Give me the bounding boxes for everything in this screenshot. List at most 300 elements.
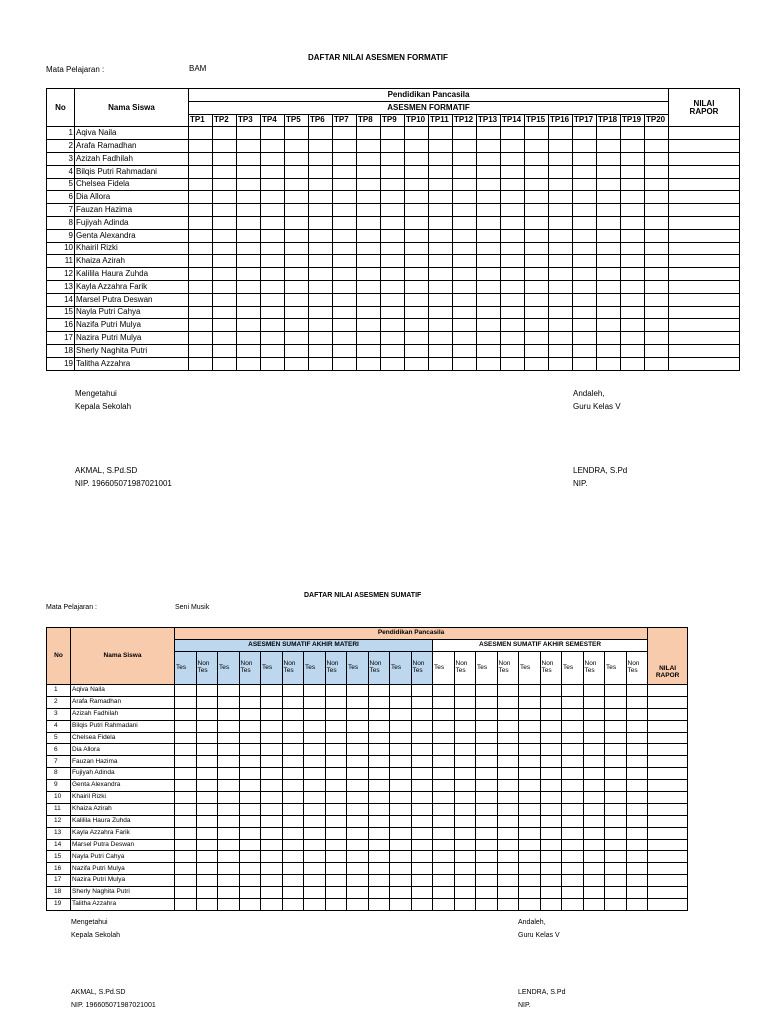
score-cell[interactable] [645,344,669,357]
score-cell[interactable] [218,803,240,815]
score-cell[interactable] [357,268,381,281]
score-cell[interactable] [189,357,213,370]
score-cell[interactable] [583,887,605,899]
score-cell[interactable] [597,140,621,153]
score-cell[interactable] [213,242,237,255]
score-cell[interactable] [454,803,476,815]
score-cell[interactable] [519,887,541,899]
score-cell[interactable] [669,293,740,306]
score-cell[interactable] [497,899,519,911]
score-cell[interactable] [285,357,309,370]
score-cell[interactable] [453,152,477,165]
score-cell[interactable] [583,792,605,804]
score-cell[interactable] [477,344,501,357]
score-cell[interactable] [261,815,283,827]
score-cell[interactable] [304,732,326,744]
score-cell[interactable] [285,127,309,140]
score-cell[interactable] [304,780,326,792]
score-cell[interactable] [309,255,333,268]
score-cell[interactable] [573,242,597,255]
score-cell[interactable] [368,720,390,732]
score-cell[interactable] [218,899,240,911]
score-cell[interactable] [453,319,477,332]
score-cell[interactable] [390,863,412,875]
score-cell[interactable] [368,685,390,697]
score-cell[interactable] [648,732,688,744]
score-cell[interactable] [626,780,648,792]
score-cell[interactable] [347,732,369,744]
score-cell[interactable] [549,152,573,165]
score-cell[interactable] [645,140,669,153]
score-cell[interactable] [648,696,688,708]
score-cell[interactable] [648,875,688,887]
score-cell[interactable] [285,165,309,178]
score-cell[interactable] [562,815,584,827]
score-cell[interactable] [573,344,597,357]
score-cell[interactable] [405,152,429,165]
score-cell[interactable] [304,768,326,780]
score-cell[interactable] [476,708,498,720]
score-cell[interactable] [237,332,261,345]
score-cell[interactable] [390,685,412,697]
score-cell[interactable] [477,229,501,242]
score-cell[interactable] [325,792,347,804]
score-cell[interactable] [381,319,405,332]
score-cell[interactable] [285,255,309,268]
score-cell[interactable] [357,152,381,165]
score-cell[interactable] [454,899,476,911]
score-cell[interactable] [282,792,304,804]
score-cell[interactable] [333,344,357,357]
score-cell[interactable] [325,851,347,863]
score-cell[interactable] [626,827,648,839]
score-cell[interactable] [282,827,304,839]
score-cell[interactable] [645,332,669,345]
score-cell[interactable] [357,306,381,319]
score-cell[interactable] [501,204,525,217]
score-cell[interactable] [562,768,584,780]
score-cell[interactable] [477,242,501,255]
score-cell[interactable] [368,696,390,708]
score-cell[interactable] [390,875,412,887]
score-cell[interactable] [357,332,381,345]
score-cell[interactable] [501,127,525,140]
score-cell[interactable] [605,851,627,863]
score-cell[interactable] [429,191,453,204]
score-cell[interactable] [549,319,573,332]
score-cell[interactable] [213,357,237,370]
score-cell[interactable] [405,242,429,255]
score-cell[interactable] [196,720,218,732]
score-cell[interactable] [501,280,525,293]
score-cell[interactable] [540,803,562,815]
score-cell[interactable] [621,152,645,165]
score-cell[interactable] [347,827,369,839]
score-cell[interactable] [669,216,740,229]
score-cell[interactable] [621,319,645,332]
score-cell[interactable] [433,887,455,899]
score-cell[interactable] [285,344,309,357]
score-cell[interactable] [540,708,562,720]
score-cell[interactable] [519,685,541,697]
score-cell[interactable] [501,178,525,191]
score-cell[interactable] [648,780,688,792]
score-cell[interactable] [261,332,285,345]
score-cell[interactable] [648,708,688,720]
score-cell[interactable] [237,268,261,281]
score-cell[interactable] [218,732,240,744]
score-cell[interactable] [454,744,476,756]
score-cell[interactable] [573,204,597,217]
score-cell[interactable] [405,216,429,229]
score-cell[interactable] [454,887,476,899]
score-cell[interactable] [282,803,304,815]
score-cell[interactable] [626,875,648,887]
score-cell[interactable] [325,768,347,780]
score-cell[interactable] [175,827,197,839]
score-cell[interactable] [501,306,525,319]
score-cell[interactable] [519,827,541,839]
score-cell[interactable] [411,732,433,744]
score-cell[interactable] [381,280,405,293]
score-cell[interactable] [347,685,369,697]
score-cell[interactable] [261,255,285,268]
score-cell[interactable] [477,216,501,229]
score-cell[interactable] [621,204,645,217]
score-cell[interactable] [429,127,453,140]
score-cell[interactable] [309,178,333,191]
score-cell[interactable] [411,899,433,911]
score-cell[interactable] [648,803,688,815]
score-cell[interactable] [621,293,645,306]
score-cell[interactable] [621,216,645,229]
score-cell[interactable] [368,863,390,875]
score-cell[interactable] [357,293,381,306]
score-cell[interactable] [433,744,455,756]
score-cell[interactable] [333,293,357,306]
score-cell[interactable] [497,792,519,804]
score-cell[interactable] [347,780,369,792]
score-cell[interactable] [648,792,688,804]
score-cell[interactable] [381,357,405,370]
score-cell[interactable] [239,744,261,756]
score-cell[interactable] [309,319,333,332]
score-cell[interactable] [381,306,405,319]
score-cell[interactable] [549,178,573,191]
score-cell[interactable] [648,768,688,780]
score-cell[interactable] [605,815,627,827]
score-cell[interactable] [261,306,285,319]
score-cell[interactable] [411,887,433,899]
score-cell[interactable] [347,839,369,851]
score-cell[interactable] [239,732,261,744]
score-cell[interactable] [196,827,218,839]
score-cell[interactable] [540,875,562,887]
score-cell[interactable] [477,293,501,306]
score-cell[interactable] [626,744,648,756]
score-cell[interactable] [381,127,405,140]
score-cell[interactable] [525,332,549,345]
score-cell[interactable] [583,696,605,708]
score-cell[interactable] [357,178,381,191]
score-cell[interactable] [562,720,584,732]
score-cell[interactable] [433,851,455,863]
score-cell[interactable] [189,332,213,345]
score-cell[interactable] [347,851,369,863]
score-cell[interactable] [309,293,333,306]
score-cell[interactable] [669,152,740,165]
score-cell[interactable] [261,242,285,255]
score-cell[interactable] [519,863,541,875]
score-cell[interactable] [196,768,218,780]
score-cell[interactable] [304,851,326,863]
score-cell[interactable] [357,344,381,357]
score-cell[interactable] [605,756,627,768]
score-cell[interactable] [261,768,283,780]
score-cell[interactable] [525,178,549,191]
score-cell[interactable] [282,696,304,708]
score-cell[interactable] [239,875,261,887]
score-cell[interactable] [525,344,549,357]
score-cell[interactable] [562,732,584,744]
score-cell[interactable] [573,216,597,229]
score-cell[interactable] [357,280,381,293]
score-cell[interactable] [433,792,455,804]
score-cell[interactable] [196,887,218,899]
score-cell[interactable] [497,827,519,839]
score-cell[interactable] [175,899,197,911]
score-cell[interactable] [368,756,390,768]
score-cell[interactable] [357,165,381,178]
score-cell[interactable] [519,696,541,708]
score-cell[interactable] [237,191,261,204]
score-cell[interactable] [583,815,605,827]
score-cell[interactable] [549,191,573,204]
score-cell[interactable] [239,863,261,875]
score-cell[interactable] [405,204,429,217]
score-cell[interactable] [573,140,597,153]
score-cell[interactable] [519,899,541,911]
score-cell[interactable] [605,708,627,720]
score-cell[interactable] [519,744,541,756]
score-cell[interactable] [573,255,597,268]
score-cell[interactable] [433,732,455,744]
score-cell[interactable] [597,280,621,293]
score-cell[interactable] [325,732,347,744]
score-cell[interactable] [325,827,347,839]
score-cell[interactable] [573,306,597,319]
score-cell[interactable] [196,792,218,804]
score-cell[interactable] [626,756,648,768]
score-cell[interactable] [453,293,477,306]
score-cell[interactable] [497,863,519,875]
score-cell[interactable] [497,708,519,720]
score-cell[interactable] [583,744,605,756]
score-cell[interactable] [549,255,573,268]
score-cell[interactable] [405,268,429,281]
score-cell[interactable] [309,204,333,217]
score-cell[interactable] [239,756,261,768]
score-cell[interactable] [583,732,605,744]
score-cell[interactable] [333,178,357,191]
score-cell[interactable] [239,827,261,839]
score-cell[interactable] [453,306,477,319]
score-cell[interactable] [525,140,549,153]
score-cell[interactable] [540,827,562,839]
score-cell[interactable] [477,319,501,332]
score-cell[interactable] [477,127,501,140]
score-cell[interactable] [429,204,453,217]
score-cell[interactable] [540,720,562,732]
score-cell[interactable] [433,875,455,887]
score-cell[interactable] [626,732,648,744]
score-cell[interactable] [411,685,433,697]
score-cell[interactable] [304,744,326,756]
score-cell[interactable] [347,744,369,756]
score-cell[interactable] [237,140,261,153]
score-cell[interactable] [405,332,429,345]
score-cell[interactable] [405,255,429,268]
score-cell[interactable] [189,255,213,268]
score-cell[interactable] [621,280,645,293]
score-cell[interactable] [347,899,369,911]
score-cell[interactable] [562,708,584,720]
score-cell[interactable] [605,875,627,887]
score-cell[interactable] [261,899,283,911]
score-cell[interactable] [540,756,562,768]
score-cell[interactable] [519,851,541,863]
score-cell[interactable] [175,708,197,720]
score-cell[interactable] [648,863,688,875]
score-cell[interactable] [540,792,562,804]
score-cell[interactable] [405,165,429,178]
score-cell[interactable] [333,255,357,268]
score-cell[interactable] [304,720,326,732]
score-cell[interactable] [497,780,519,792]
score-cell[interactable] [454,827,476,839]
score-cell[interactable] [390,815,412,827]
score-cell[interactable] [476,696,498,708]
score-cell[interactable] [501,152,525,165]
score-cell[interactable] [381,332,405,345]
score-cell[interactable] [239,708,261,720]
score-cell[interactable] [454,815,476,827]
score-cell[interactable] [454,851,476,863]
score-cell[interactable] [433,827,455,839]
score-cell[interactable] [261,165,285,178]
score-cell[interactable] [621,255,645,268]
score-cell[interactable] [309,191,333,204]
score-cell[interactable] [261,216,285,229]
score-cell[interactable] [501,357,525,370]
score-cell[interactable] [390,839,412,851]
score-cell[interactable] [347,875,369,887]
score-cell[interactable] [175,732,197,744]
score-cell[interactable] [669,191,740,204]
score-cell[interactable] [381,344,405,357]
score-cell[interactable] [433,780,455,792]
score-cell[interactable] [218,875,240,887]
score-cell[interactable] [540,887,562,899]
score-cell[interactable] [239,685,261,697]
score-cell[interactable] [189,216,213,229]
score-cell[interactable] [525,268,549,281]
score-cell[interactable] [621,268,645,281]
score-cell[interactable] [261,127,285,140]
score-cell[interactable] [605,887,627,899]
score-cell[interactable] [218,768,240,780]
score-cell[interactable] [390,756,412,768]
score-cell[interactable] [237,216,261,229]
score-cell[interactable] [175,815,197,827]
score-cell[interactable] [562,696,584,708]
score-cell[interactable] [476,899,498,911]
score-cell[interactable] [605,803,627,815]
score-cell[interactable] [309,127,333,140]
score-cell[interactable] [621,242,645,255]
score-cell[interactable] [405,306,429,319]
score-cell[interactable] [573,165,597,178]
score-cell[interactable] [175,756,197,768]
score-cell[interactable] [213,268,237,281]
score-cell[interactable] [261,696,283,708]
score-cell[interactable] [325,708,347,720]
score-cell[interactable] [648,815,688,827]
score-cell[interactable] [669,344,740,357]
score-cell[interactable] [453,204,477,217]
score-cell[interactable] [261,280,285,293]
score-cell[interactable] [189,178,213,191]
score-cell[interactable] [476,851,498,863]
score-cell[interactable] [282,887,304,899]
score-cell[interactable] [282,720,304,732]
score-cell[interactable] [411,827,433,839]
score-cell[interactable] [605,899,627,911]
score-cell[interactable] [648,720,688,732]
score-cell[interactable] [261,827,283,839]
score-cell[interactable] [453,280,477,293]
score-cell[interactable] [497,875,519,887]
score-cell[interactable] [519,732,541,744]
score-cell[interactable] [429,306,453,319]
score-cell[interactable] [597,293,621,306]
score-cell[interactable] [476,720,498,732]
score-cell[interactable] [325,803,347,815]
score-cell[interactable] [390,780,412,792]
score-cell[interactable] [645,165,669,178]
score-cell[interactable] [411,744,433,756]
score-cell[interactable] [429,344,453,357]
score-cell[interactable] [309,280,333,293]
score-cell[interactable] [540,780,562,792]
score-cell[interactable] [381,191,405,204]
score-cell[interactable] [626,792,648,804]
score-cell[interactable] [390,827,412,839]
score-cell[interactable] [540,744,562,756]
score-cell[interactable] [333,319,357,332]
score-cell[interactable] [175,792,197,804]
score-cell[interactable] [213,140,237,153]
score-cell[interactable] [477,178,501,191]
score-cell[interactable] [411,780,433,792]
score-cell[interactable] [597,319,621,332]
score-cell[interactable] [429,293,453,306]
score-cell[interactable] [621,332,645,345]
score-cell[interactable] [347,708,369,720]
score-cell[interactable] [476,685,498,697]
score-cell[interactable] [405,191,429,204]
score-cell[interactable] [476,815,498,827]
